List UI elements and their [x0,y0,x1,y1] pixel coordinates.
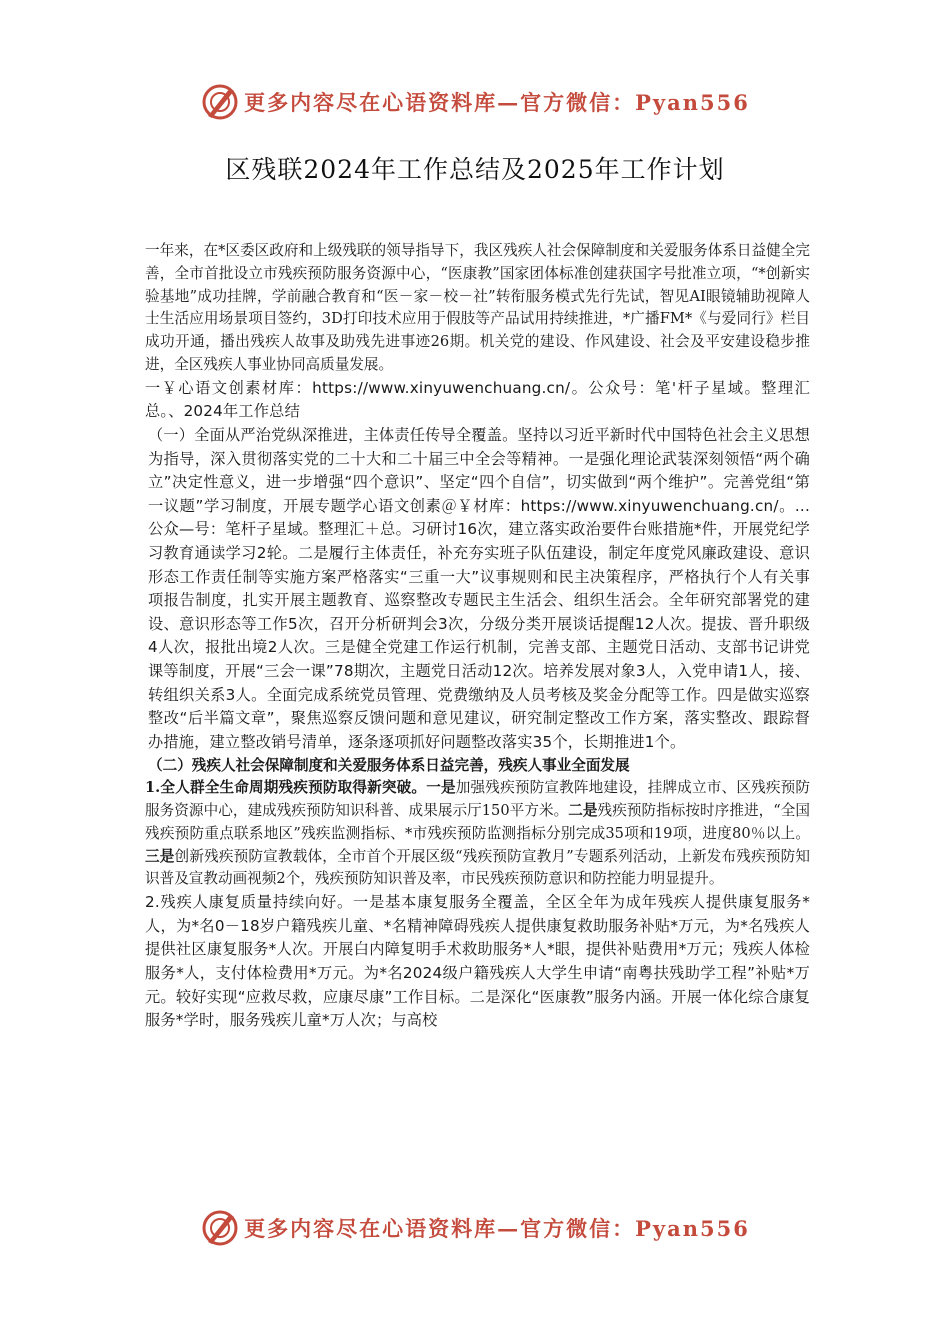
banner-text: 更多内容尽在心语资料库—官方微信：Pyan556 [244,1216,750,1241]
document-body [145,240,810,1033]
item1-text-3: 创新残疾预防宣教载体，全市首个开展区级“残疾预防宣教月”专题系列活动，上新发布残疾预防知识普及宣教动画视频2个，残疾预防知识普及率，市民残疾预防意识和防控能力明显提升。 [145,847,810,888]
item1-lead: 1.全人群全生命周期残疾预防取得新突破。 [145,779,427,797]
item1-text-2: 残疾预防指标按时序推进，“全国残疾预防重点联系地区”残疾监测指标、*市残疾预防监测指标分别完成35项和19项，进度80％以上。 [145,802,810,842]
pen-logo-icon [200,82,240,122]
item1-paragraph [145,777,810,891]
item1-text-1: 加强残疾预防宣教阵地建设，挂牌成立市、区残疾预防服务资源中心，建成残疾预防知识科普、成果展示厅150平方米。 [145,779,810,820]
item1-keyword-2: 二是 [568,802,598,820]
header-banner[interactable] [0,80,950,124]
item2-paragraph: 2.残疾人康复质量持续向好。一是基本康复服务全覆盖，全区全年为成年残疾人提供康复服务*人，为*名0－18岁户籍残疾儿童、*名精神障碍残疾人提供康复救助服务补贴*万元，为*名残疾人提供社区康复服务*人次。开展白内障复明手术救助服务*人*眼，提供补贴费用*万元；残疾人体检服务*人，支付体检费用*万元。为*名2024级户籍残疾人大学生申请“南粤扶残助学工程”补贴*万元。较好实现“应救尽救，应康尽康”工作目标。二是深化“医康教”服务内涵。开展一体化综合康复服务*学时，服务残疾儿童*万人次；与高校 [145,893,810,1030]
banner-text: 更多内容尽在心语资料库—官方微信：Pyan556 [244,90,750,115]
intro-paragraph: 一年来，在*区委区政府和上级残联的领导指导下，我区残疾人社会保障制度和关爱服务体系日益健全完善，全市首批设立市残疾预防服务资源中心，“医康教”国家团体标准创建获国字号批准立项，“*创新实验基地”成功挂牌，学前融合教育和“医－家－校－社”转衔服务模式先行先试，智见AI眼镜辅助视障人士生活应用场景项目签约，3D打印技术应用于假肢等产品试用持续推进，*广播FM*《与爱同行》栏目成功开通，播出残疾人故事及助残先进事迹26期。机关党的建设、作风建设、社会及平安建设稳步推进，全区残疾人事业协同高质量发展。 [145,242,810,373]
footer-banner[interactable] [0,1206,950,1250]
item1-keyword-3: 三是 [145,847,175,865]
document-title: 区残联2024年工作总结及2025年工作计划 [225,155,725,184]
item1-keyword-1: 一是 [426,779,456,797]
part2-heading: （二）残疾人社会保障制度和关爱服务体系日益完善，残疾人事业全面发展 [148,757,630,775]
part1-paragraph: （一）全面从严治党纵深推进，主体责任传导全覆盖。坚持以习近平新时代中国特色社会主义思想为指导，深入贯彻落实党的二十大和二十届三中全会等精神。一是强化理论武装深刻领悟“两个确立”决定性意义，进一步增强“四个意识”、坚定“四个自信”，切实做到“两个维护”。完善党组“第一议题”学习制度，开展专题学心语文创素＠￥材库：https://www.xinyuwenchuang.cn/。...公众—号：笔杆子星域。整理汇＋总。习研讨16次，建立落实政治要件台账措施*件，开展党纪学习教育通读学习2轮。二是履行主体责任，补充夯实班子队伍建设，制定年度党风廉政建设、意识形态工作责任制等实施方案严格落实“三重一大”议事规则和民主决策程序，严格执行个人有关事项报告制度，扎实开展主题教育、巡察整改专题民主生活会、组织生活会。全年研究部署党的建设、意识形态等工作5次，召开分析研判会3次，分级分类开展谈话提醒12人次。提拔、晋升职级4人次，报批出境2人次。三是健全党建工作运行机制，完善支部、主题党日活动、支部书记讲党课等制度，开展“三会一课”78期次，主题党日活动12次。培养发展对象3人，入党申请1人，接、转组织关系3人。全面完成系统党员管理、党费缴纳及人员考核及奖金分配等工作。四是做实巡察整改“后半篇文章”，聚焦巡察反馈问题和意见建议，研究制定整改工作方案，落实整改、跟踪督办措施，建立整改销号清单，逐条逐项抓好问题整改落实35个，长期推进1个。 [148,425,810,751]
pen-logo-icon [200,1208,240,1248]
section-heading: 一￥心语文创素材库：https://www.xinyuwenchuang.cn/。公众号：笔'杆子星域。整理汇总。、2024年工作总结 [145,378,810,421]
